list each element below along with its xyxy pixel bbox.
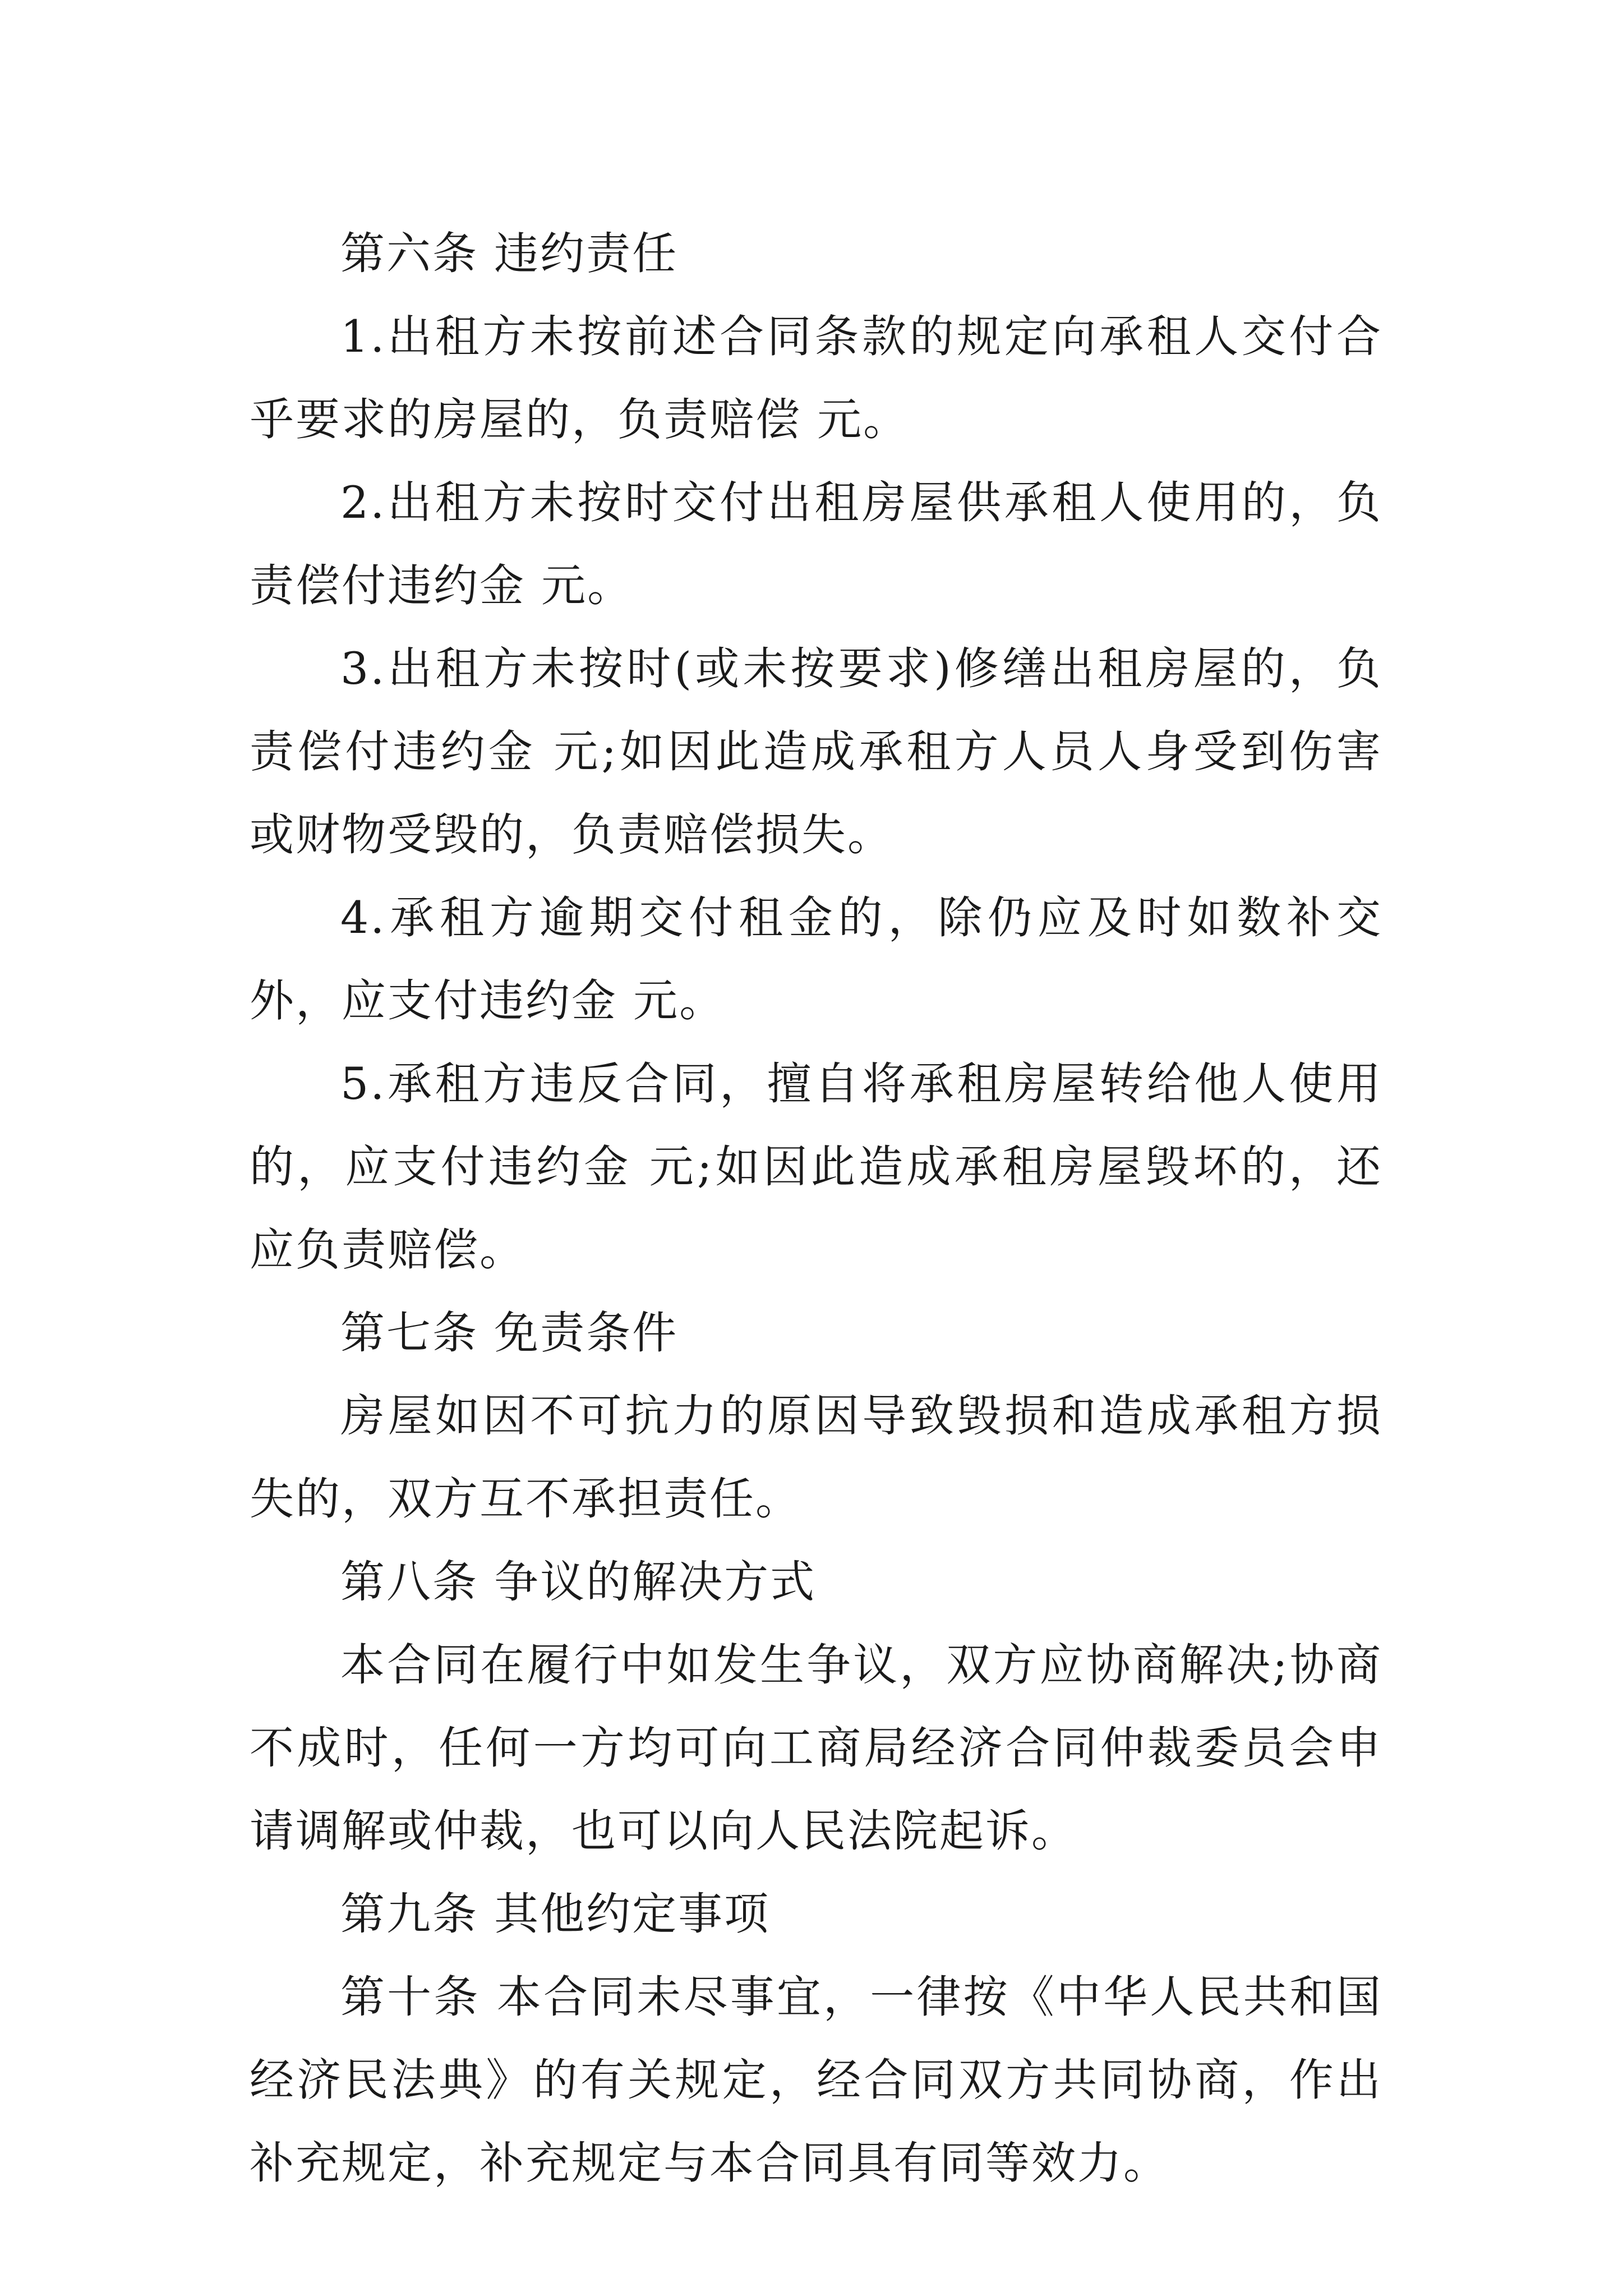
- article-10-body: 第十条 本合同未尽事宜，一律按《中华人民共和国经济民法典》的有关规定，经合同双方共同协商，作出补充规定，补充规定与本合同具有同等效力。: [250, 1971, 1382, 2189]
- article-7-body: 房屋如因不可抗力的原因导致毁损和造成承租方损失的，双方互不承担责任。: [250, 1390, 1382, 1525]
- article-6-item-2: 2.出租方未按时交付出租房屋供承租人使用的，负责偿付违约金 元。: [250, 477, 1382, 611]
- article-6-item-1: 1.出租方未按前述合同条款的规定向承租人交付合乎要求的房屋的，负责赔偿 元。: [250, 311, 1382, 445]
- article-8-heading: 第八条 争议的解决方式: [340, 1556, 817, 1608]
- document-body: [250, 212, 1382, 2205]
- article-6-item-5: 5.承租方违反合同，擅自将承租房屋转给他人使用的，应支付违约金 元;如因此造成承租房屋毁坏的，还应负责赔偿。: [250, 1058, 1382, 1276]
- article-6-heading: 第六条 违约责任: [340, 228, 679, 279]
- article-6-item-3: 3.出租方未按时(或未按要求)修缮出租房屋的，负责偿付违约金 元;如因此造成承租方人员人身受到伤害或财物受毁的，负责赔偿损失。: [250, 643, 1382, 861]
- article-6-item-4: 4.承租方逾期交付租金的，除仍应及时如数补交外，应支付违约金 元。: [250, 892, 1382, 1027]
- article-7-heading: 第七条 免责条件: [340, 1307, 679, 1359]
- article-8-body: 本合同在履行中如发生争议，双方应协商解决;协商不成时，任何一方均可向工商局经济合同仲裁委员会申请调解或仲裁，也可以向人民法院起诉。: [250, 1639, 1382, 1857]
- article-9-heading: 第九条 其他约定事项: [340, 1888, 771, 1940]
